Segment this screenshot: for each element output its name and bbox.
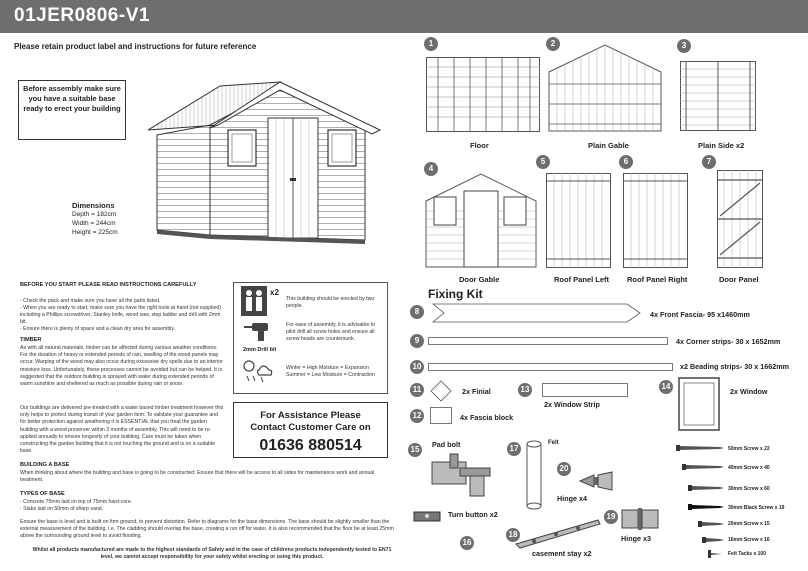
finial-shape	[430, 380, 452, 402]
fixing-badge: 8	[410, 305, 424, 319]
screw-16mm-label: 16mm Screw x 16	[728, 537, 770, 543]
shed-illustration	[140, 80, 390, 255]
felt-tacks-label: Felt Tacks x 100	[728, 551, 766, 557]
types-slabs: - Slabs laid on 50mm of sharp sand.	[20, 506, 104, 512]
pad-bolt-shape	[430, 452, 492, 498]
pad-bolt-label: Pad bolt	[432, 440, 461, 449]
part-badge: 3	[677, 39, 691, 53]
part-badge: 6	[619, 155, 633, 169]
fixing-badge: 10	[410, 360, 424, 374]
contact-line-1: For Assistance Please	[260, 410, 361, 421]
window-strip-shape	[542, 383, 628, 397]
corner-strips-shape	[428, 337, 668, 345]
plain-gable-label: Plain Gable	[588, 141, 629, 150]
fixing-badge: 15	[408, 443, 422, 457]
fixing-badge: 17	[507, 442, 521, 456]
felt-tack-icon	[708, 550, 722, 558]
space-text: - Ensure there is plenty of space and a clean dry area for assembly.	[20, 326, 176, 332]
plain-gable-diagram	[549, 44, 661, 132]
ensure-base-text: Ensure the base is level and is built on firm ground, to prevent distortion. Refer to diagrams for the base dimensions. The base should be slightly smaller than the external measurement of the building, i.e. The cladding should overlap the base, creating a run off for water. It is also recommended that the floor be at least 25mm above the surrounding ground level to avoid flooding.	[20, 519, 394, 540]
contact-line-2: Contact Customer Care on	[250, 421, 371, 433]
window-shape	[678, 377, 720, 431]
screw-40mm-label: 40mm Screw x 40	[728, 465, 770, 471]
floor-label: Floor	[470, 141, 489, 150]
fixing-badge: 11	[410, 383, 424, 397]
width-value: Width = 244cm	[72, 220, 116, 227]
casement-stay-shape	[512, 514, 604, 550]
screw-30mm-label: 30mm Screw x 60	[728, 486, 770, 492]
beading-strips-label: x2 Beading strips- 30 x 1662mm	[680, 362, 790, 371]
casement-stay-label: casement stay x2	[532, 549, 592, 558]
part-badge: 4	[424, 162, 438, 176]
door-gable-diagram	[426, 173, 536, 268]
drill-icon	[244, 320, 274, 342]
people-text: This building should be erected by two people.	[286, 296, 375, 310]
screw-20mm-label: 20mm Screw x 15	[728, 521, 770, 527]
base-heading: BUILDING A BASE	[20, 462, 70, 468]
two-people-icon	[241, 286, 267, 316]
dimensions-title: Dimensions	[72, 201, 115, 210]
drill-text: For ease of assembly, it is advisable to pilot drill all screw holes and ensure all screw heads are countersunk.	[286, 322, 375, 343]
window-label: 2x Window	[730, 387, 768, 396]
instructions-heading: BEFORE YOU START PLEASE READ INSTRUCTIONS CAREFULLY	[20, 282, 197, 288]
felt-label: Felt	[548, 440, 559, 446]
retain-notice: Please retain product label and instructions for future reference	[14, 42, 257, 51]
screw-50mm-icon	[676, 444, 724, 452]
roof-panel-right-label: Roof Panel Right	[627, 275, 688, 284]
hinge-x3-label: Hinge x4	[557, 494, 587, 503]
treatment-text: Our buildings are delivered pre-treated with a water based timber treatment however this only helps to protect during transit of your garden item. To validate your guarantee and for better protection against weathering it is ESSENTIAL that you treat the garden building with a wood preserver within 3 months of assembly. This will need to be re-applied annually to ensure longevity of your building. Care must be taken when constructing the garden building that it is not touching the ground and is on a suitable base.	[20, 405, 224, 455]
check-pack-text: - Check the pack and make sure you have all the parts listed.	[20, 298, 161, 304]
turn-button-shape	[412, 508, 442, 526]
part-badge: 7	[702, 155, 716, 169]
turn-button-label: Turn button x2	[448, 510, 498, 519]
fixing-badge: 16	[460, 536, 474, 550]
beading-strips-shape	[428, 363, 673, 371]
door-panel-diagram	[717, 170, 763, 268]
window-strip-label: 2x Window Strip	[544, 400, 600, 409]
door-panel-label: Door Panel	[719, 275, 759, 284]
hinge-x3-shape	[578, 470, 614, 492]
fixing-badge: 12	[410, 409, 424, 423]
people-count: x2	[270, 288, 279, 297]
black-screw-30mm-icon	[688, 503, 724, 511]
weather-text: Winter = High Moisture = Expansion Summer = Low Moisture = Contraction	[286, 365, 375, 379]
types-concrete: - Concrete 75mm laid on top of 75mm hard-core.	[20, 499, 133, 505]
hinge-x4-shape	[620, 506, 662, 532]
part-badge: 2	[546, 37, 560, 51]
fixing-badge: 9	[410, 334, 424, 348]
types-heading: TYPES OF BASE	[20, 491, 65, 497]
corner-strips-label: 4x Corner strips- 30 x 1652mm	[676, 337, 781, 346]
screw-50mm-label: 50mm Screw x 22	[728, 446, 770, 452]
screw-30mm-icon	[688, 484, 724, 492]
hinge-x4-label: Hinge x3	[621, 534, 651, 543]
part-badge: 1	[424, 37, 438, 51]
tools-text: - When you are ready to start, make sure you have the right tools at hand (not supplied) including a Phillips screwdriver, Stanley knife, wood saw, step ladder and drill with 2mm bit.	[20, 305, 221, 326]
fixing-badge: 13	[518, 383, 532, 397]
phone-number: 01636 880514	[259, 436, 362, 454]
fixing-badge: 14	[659, 380, 673, 394]
disclaimer-text: Whilst all products manufactured are made to the highest standards of Safety and in the case of childrens products independently tested to EN71 level, we cannot accept responsibility for your safety whilst erecting or using this product.	[32, 547, 392, 561]
roof-panel-left-diagram	[546, 173, 611, 268]
before-assembly-box: Before assembly make sure you have a suitable base ready to erect your building	[18, 80, 126, 140]
felt-roll-shape	[525, 440, 543, 510]
plain-side-diagram	[680, 61, 756, 131]
height-value: Height = 225cm	[72, 229, 118, 236]
roof-panel-right-diagram	[623, 173, 688, 268]
roof-panel-left-label: Roof Panel Left	[554, 275, 610, 284]
front-fascia-shape	[432, 302, 642, 324]
floor-diagram	[426, 57, 540, 132]
base-text: When thinking about where the building and base is going to be constructed: Ensure that there will be access to all sides for maintenance work and annual treatment.	[20, 470, 375, 484]
product-code: 01JER0806-V1	[14, 5, 150, 26]
finial-label: 2x Finial	[462, 387, 491, 396]
door-gable-label: Door Gable	[459, 275, 500, 284]
screw-16mm-icon	[702, 536, 724, 544]
plain-side-label: Plain Side x2	[698, 141, 745, 150]
front-fascia-label: 4x Front Fascia- 95 x1460mm	[650, 310, 750, 319]
fascia-block-shape	[430, 407, 452, 424]
timber-heading: TIMBER	[20, 337, 42, 343]
depth-value: Depth = 182cm	[72, 211, 117, 218]
contact-box	[233, 402, 388, 458]
fixing-badge: 20	[557, 462, 571, 476]
screw-40mm-icon	[682, 463, 724, 471]
black-screw-30mm-label: 30mm Black Screw x 19	[728, 505, 785, 511]
weather-icon	[241, 358, 275, 384]
fascia-block-label: 4x Fascia block	[460, 413, 514, 422]
fixing-badge: 19	[604, 510, 618, 524]
fixing-kit-title: Fixing Kit	[428, 287, 483, 301]
fixing-badge: 18	[506, 528, 520, 542]
screw-20mm-icon	[698, 520, 724, 528]
timber-text: As with all natural materials, timber can be affected during various weather conditions. For the duration of heavy or extended periods of rain, swelling of the wood panels may occur. Warping of the wood may also occur during excessive dry spells due to an interior moisture loss. Unfortunately, these processes cannot be avoided but can be helped. It is suggested that the outdoor building is sprayed with water during extended periods of warm sunshine and sheltered as much as possible during rain or snow.	[20, 345, 223, 387]
part-badge: 5	[536, 155, 550, 169]
drill-bit-label: 2mm Drill bit	[243, 347, 277, 353]
